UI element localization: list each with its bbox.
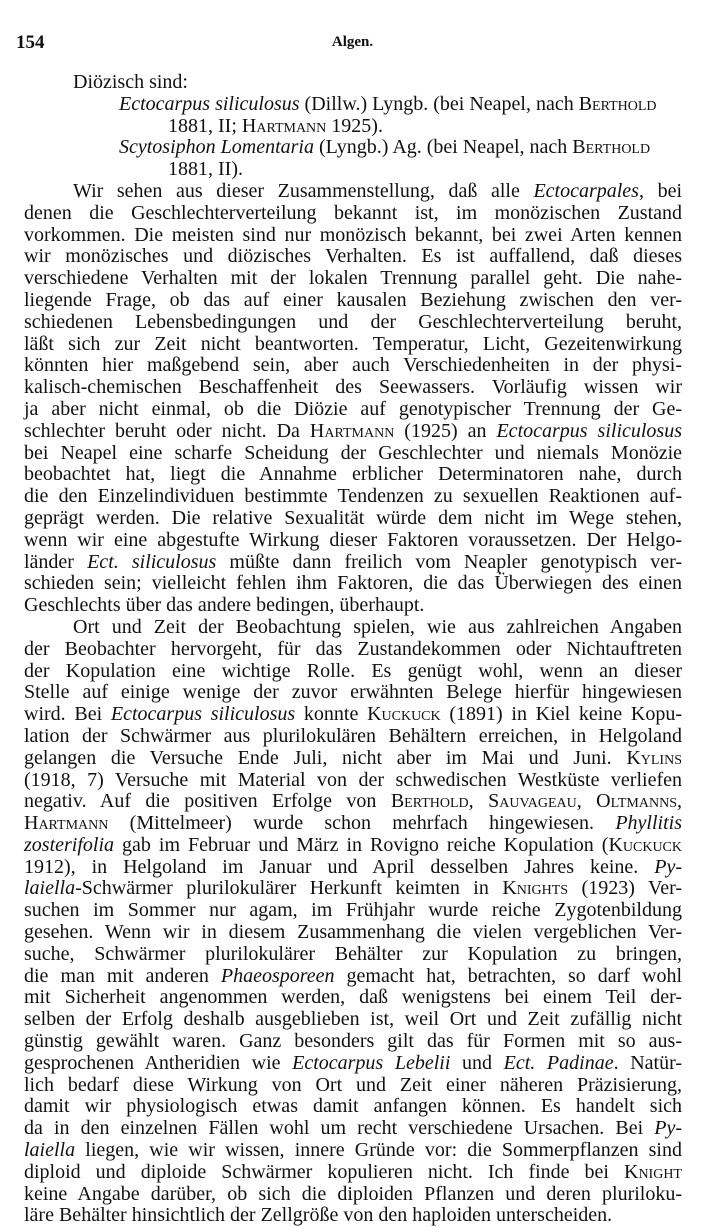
text-run: , xyxy=(576,790,597,813)
text-line xyxy=(24,639,682,661)
text-run: länder xyxy=(24,550,88,573)
text-run: (1918, 7) Versuche mit Material von der schwedischen Westküste verliefen xyxy=(24,768,682,791)
text-line xyxy=(24,72,682,94)
text-line xyxy=(24,116,682,138)
text-run: keine Angabe darüber, ob sich die diploiden Pflanzen und deren pluriloku- xyxy=(24,1182,682,1205)
text-run: , xyxy=(677,790,682,813)
italic-term: laiella xyxy=(24,877,76,900)
italic-term: Ect. Padinae xyxy=(503,1051,614,1074)
italic-term: Ectocarpus siliculosus xyxy=(496,419,682,442)
text-run: (1891) in Kiel keine Kopu- xyxy=(440,703,682,726)
text-line xyxy=(24,246,682,268)
text-run: (1925) an xyxy=(394,419,497,442)
text-run: gemacht hat, betrachten, so darf wohl xyxy=(334,964,682,987)
author-name: Berthold xyxy=(390,790,469,813)
text-line xyxy=(24,137,682,159)
text-run: 1881, II). xyxy=(168,158,243,181)
text-run: gab im Februar und März in Rovigno reiche Kopulation ( xyxy=(114,833,609,856)
text-line xyxy=(24,726,682,748)
text-line xyxy=(24,1075,682,1097)
text-run: -Schwärmer plurilokulärer Herkunft keimten in xyxy=(75,877,503,900)
italic-term: Scytosiphon Lomentaria xyxy=(119,136,314,159)
text-run: schiedenen Lebensbedingungen und der Geschlechterverteilung beruht, xyxy=(24,310,682,333)
text-run: diploid und diploide Schwärmer kopulieren nicht. Ich finde bei xyxy=(24,1160,624,1183)
page-number: 154 xyxy=(16,32,45,53)
author-name: Kuckuck xyxy=(367,703,441,726)
italic-term: laiella xyxy=(24,1139,76,1162)
text-line xyxy=(24,203,682,225)
text-run: könnten hier maßgebend sein, aber auch Verschiedenheiten in der physi- xyxy=(24,354,682,377)
text-line xyxy=(24,486,682,508)
text-run: liegen, wie wir wissen, innere Gründe vor: die Sommerpflanzen sind xyxy=(75,1139,682,1162)
text-line xyxy=(24,770,682,792)
text-line xyxy=(24,1096,682,1118)
text-line xyxy=(24,748,682,770)
text-run: suche, Schwärmer plurilokulärer Behälter zur Kopulation zu bringen, xyxy=(24,942,682,965)
text-line xyxy=(24,922,682,944)
author-name: Kuckuck xyxy=(608,833,682,856)
italic-term: Py- xyxy=(654,855,682,878)
text-run: wird. Bei xyxy=(24,703,111,726)
text-run: der Beobachter hervorgeht, für das Zustandekommen oder Nichtauftreten xyxy=(24,637,682,660)
text-line xyxy=(24,595,682,617)
text-run: Diözisch sind: xyxy=(73,71,188,93)
text-line xyxy=(24,878,682,900)
text-line xyxy=(24,421,682,443)
text-run: vorkommen. Die meisten sind nur monözisch bekannt, bei zwei Arten kennen xyxy=(24,223,682,246)
text-run: lich bedarf diese Wirkung von Ort und Zeit einer näheren Präzisierung, xyxy=(24,1073,682,1096)
author-name: Oltmanns xyxy=(596,790,677,813)
text-run: wir monözisches und diözisches Verhalten. Es ist auffallend, daß dieses xyxy=(24,245,682,268)
author-name: Hartmann xyxy=(24,812,109,835)
text-line xyxy=(24,661,682,683)
text-run: kalisch-chemischen Beschaffenheit des Seewassers. Vorläufig wissen wir xyxy=(24,376,682,399)
text-run: gesehen. Wenn wir in diesem Zusammenhang die vielen vergeblichen Ver- xyxy=(24,921,682,944)
text-run: und xyxy=(450,1051,504,1074)
text-line xyxy=(24,944,682,966)
text-line xyxy=(24,312,682,334)
text-run: mit Sicherheit angenommen werden, daß wenigstens bei einem Teil der- xyxy=(24,986,682,1009)
text-line xyxy=(24,355,682,377)
text-line xyxy=(24,268,682,290)
text-run: geprägt werden. Die relative Sexualität würde dem nicht im Wege stehen, xyxy=(24,506,682,529)
text-run: schieden sein; vielleicht fehlen ihm Faktoren, die das Überwiegen des einen xyxy=(24,572,682,595)
italic-term: Ectocarpus siliculosus xyxy=(110,703,296,726)
text-line xyxy=(24,377,682,399)
text-line xyxy=(24,1118,682,1140)
text-run: , xyxy=(468,790,489,813)
text-line xyxy=(24,682,682,704)
text-line xyxy=(24,1140,682,1162)
text-line xyxy=(24,1031,682,1053)
text-run: gelangen die Versuche Ende Juli, nicht aber im Mai und Juni. xyxy=(24,746,627,769)
text-run: Geschlechts über das andere bedingen, überhaupt. xyxy=(24,594,425,617)
text-line xyxy=(24,791,682,813)
italic-term: Ectocarpales xyxy=(533,179,639,202)
text-run: konnte xyxy=(295,703,368,726)
italic-term: Phaeosporeen xyxy=(220,964,335,987)
author-name: Knights xyxy=(502,877,569,900)
text-run: negativ. Auf die positiven Erfolge von xyxy=(24,790,391,813)
text-line xyxy=(24,835,682,857)
text-run: lation der Schwärmer aus plurilokulären Behältern erreichen, in Helgoland xyxy=(24,724,682,747)
text-line xyxy=(24,443,682,465)
text-line xyxy=(24,573,682,595)
text-run: denen die Geschlechterverteilung bekannt ist, im monözischen Zustand xyxy=(24,201,682,224)
italic-term: Ectocarpus siliculosus xyxy=(119,92,300,115)
page-header xyxy=(0,28,705,58)
text-run: günstig gewählt waren. Ganz besonders gilt das für Formen mit so aus- xyxy=(24,1030,682,1053)
text-run: Ort und Zeit der Beobachtung spielen, wie aus zahlreichen Angaben xyxy=(73,615,682,638)
author-name: Kylins xyxy=(626,746,682,769)
author-name: Hartmann xyxy=(241,114,327,137)
text-run: der Kopulation eine wichtige Rolle. Es genügt wohl, wenn an dieser xyxy=(24,659,682,682)
text-line xyxy=(24,552,682,574)
text-run: bei Neapel eine scharfe Scheidung der Geschlechter und niemals Monözie xyxy=(24,441,682,464)
text-run: selben der Erfolg deshalb ausgeblieben ist, weil Ort und Zeit zufällig nicht xyxy=(24,1008,682,1031)
text-line xyxy=(24,94,682,116)
text-run: läßt sich zur Zeit nicht beantworten. Temperatur, Licht, Gezeitenwirkung xyxy=(24,332,682,355)
text-run: (Dillw.) Lyngb. (bei Neapel, nach xyxy=(299,92,579,115)
text-run: da in den einzelnen Fällen wohl um recht verschiedene Ursachen. Bei xyxy=(24,1117,655,1140)
text-line xyxy=(24,966,682,988)
text-line xyxy=(24,704,682,726)
text-line xyxy=(24,181,682,203)
text-run: ja aber nicht einmal, ob die Diözie auf genotypischer Trennung der Ge- xyxy=(24,397,682,420)
text-run: 1912), in Helgoland im Januar und April desselben Jahres keine. xyxy=(24,855,655,878)
text-run: (1923) Ver- xyxy=(568,877,683,900)
text-line xyxy=(24,159,682,181)
author-name: Sauvageau xyxy=(488,790,577,813)
text-line xyxy=(24,464,682,486)
body-text xyxy=(24,72,682,1227)
text-line xyxy=(24,1205,682,1227)
text-run: damit wir physiologisch etwas damit anfangen können. Es handelt sich xyxy=(24,1095,682,1118)
text-line xyxy=(24,1009,682,1031)
text-run: . Natür- xyxy=(613,1051,682,1074)
text-run: gesprochenen Antheridien wie xyxy=(24,1051,293,1074)
text-line xyxy=(24,813,682,835)
text-line xyxy=(24,857,682,879)
italic-term: Phyllitis xyxy=(615,812,682,835)
text-line xyxy=(24,987,682,1009)
author-name: Berthold xyxy=(578,92,657,115)
text-line xyxy=(24,900,682,922)
author-name: Knight xyxy=(624,1160,682,1183)
text-line xyxy=(24,1184,682,1206)
text-run: Stelle auf einige wenige der zuvor erwähnten Belege hierfür hingewiesen xyxy=(24,681,682,704)
text-run: läre Behälter hinsichtlich der Zellgröße von den haploiden unterscheiden. xyxy=(24,1204,613,1227)
text-line xyxy=(24,1053,682,1075)
italic-term: Py- xyxy=(654,1117,682,1140)
text-run: 1881, II; xyxy=(168,114,242,137)
text-line xyxy=(24,334,682,356)
text-run: , bei xyxy=(638,179,683,202)
text-run: 1925). xyxy=(326,114,383,137)
text-line xyxy=(24,530,682,552)
author-name: Hartmann xyxy=(309,419,395,442)
text-run: wenn wir eine abgestufte Wirkung dieser Faktoren voraussetzen. Der Helgo- xyxy=(24,528,682,551)
text-line xyxy=(24,617,682,639)
text-run: liegende Frage, ob das auf einer kausalen Beziehung zwischen den ver- xyxy=(24,288,682,311)
text-run: müßte dann freilich vom Neapler genotypisch ver- xyxy=(216,550,682,573)
text-line xyxy=(24,290,682,312)
text-run: (Mittelmeer) wurde schon mehrfach hingewiesen. xyxy=(108,812,616,835)
text-line xyxy=(24,508,682,530)
text-run: die man mit anderen xyxy=(24,964,221,987)
author-name: Berthold xyxy=(572,136,651,159)
text-run: (Lyngb.) Ag. (bei Neapel, nach xyxy=(314,136,573,159)
text-run: suchen im Sommer nur agam, im Frühjahr wurde reiche Zygotenbildung xyxy=(24,899,682,922)
italic-term: Ectocarpus Lebelii xyxy=(292,1051,451,1074)
running-head: Algen. xyxy=(331,34,374,50)
italic-term: zosterifolia xyxy=(24,833,115,856)
text-line xyxy=(24,399,682,421)
text-run: verschiedene Verhalten mit der lokalen Trennung parallel geht. Die nahe- xyxy=(24,267,682,290)
text-run: schlechter beruht oder nicht. Da xyxy=(24,419,310,442)
text-run: die den Einzelindividuen bestimmte Tendenzen zu sexuellen Reaktionen auf- xyxy=(24,485,682,508)
text-run: Wir sehen aus dieser Zusammenstellung, daß alle xyxy=(73,179,534,202)
text-run: beobachtet hat, liegt die Annahme erblicher Determinatoren nahe, durch xyxy=(24,463,682,486)
text-line xyxy=(24,225,682,247)
italic-term: Ect. siliculosus xyxy=(87,550,217,573)
text-line xyxy=(24,1162,682,1184)
